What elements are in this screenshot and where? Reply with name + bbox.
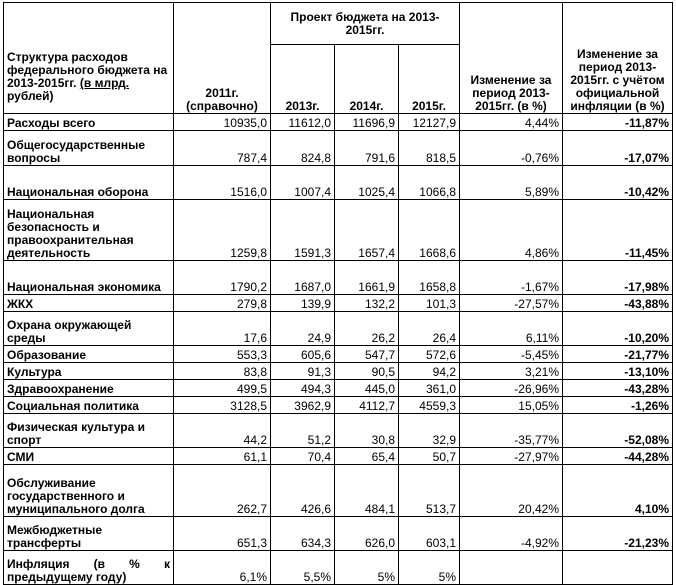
cell-2015: 603,1: [399, 517, 460, 551]
cell-2011: 10935,0: [174, 114, 271, 131]
cell-2013: 824,8: [271, 131, 335, 166]
cell-2015: 32,9: [399, 414, 460, 448]
cell-2013: 3962,9: [271, 397, 335, 414]
inflation-cell-2014: 5%: [335, 551, 399, 585]
cell-change: -5,45%: [460, 346, 563, 363]
cell-change-inflation: -17,98%: [563, 261, 673, 295]
table-row: [4, 114, 673, 131]
cell-2014: 30,8: [335, 414, 399, 448]
cell-2015: 1668,6: [399, 200, 460, 261]
cell-change-inflation: -43,88%: [563, 295, 673, 312]
cell-2014: 791,6: [335, 131, 399, 166]
cell-2014: 1025,4: [335, 166, 399, 200]
row-label: Межбюджетные трансферты: [4, 517, 174, 551]
cell-change-inflation: -17,07%: [563, 131, 673, 166]
cell-2015: 50,7: [399, 448, 460, 465]
cell-2014: 4112,7: [335, 397, 399, 414]
row-label: Национальная экономика: [4, 261, 174, 295]
cell-change-inflation: -10,42%: [563, 166, 673, 200]
inflation-cell-2013: 5,5%: [271, 551, 335, 585]
cell-2013: 11612,0: [271, 114, 335, 131]
cell-change-inflation: -21,77%: [563, 346, 673, 363]
cell-change: -1,67%: [460, 261, 563, 295]
cell-change-inflation: -11,45%: [563, 200, 673, 261]
cell-change-inflation: -44,28%: [563, 448, 673, 465]
table-row: [4, 397, 673, 414]
cell-2014: 1661,9: [335, 261, 399, 295]
cell-2014: 26,2: [335, 312, 399, 346]
cell-2014: 484,1: [335, 465, 399, 517]
cell-change: 3,21%: [460, 363, 563, 380]
cell-2013: 91,3: [271, 363, 335, 380]
cell-2011: 44,2: [174, 414, 271, 448]
inflation-label-word: к: [163, 557, 170, 571]
cell-2014: 626,0: [335, 517, 399, 551]
cell-2011: 61,1: [174, 448, 271, 465]
cell-change-inflation: -43,28%: [563, 380, 673, 397]
cell-2013: 51,2: [271, 414, 335, 448]
row-label: Культура: [4, 363, 174, 380]
budget-table: [3, 2, 673, 585]
inflation-cell-2015: 5%: [399, 551, 460, 585]
row-label: Расходы всего: [4, 114, 174, 131]
cell-change-inflation: -11,87%: [563, 114, 673, 131]
cell-2015: 4559,3: [399, 397, 460, 414]
inflation-cell-change: [460, 551, 563, 585]
table-row: [4, 166, 673, 200]
row-label: Образование: [4, 346, 174, 363]
cell-2014: 547,7: [335, 346, 399, 363]
row-label: Национальная безопасность и правоохранительная деятельность: [4, 200, 174, 261]
cell-2011: 262,7: [174, 465, 271, 517]
table-row: [4, 261, 673, 295]
cell-2015: 26,4: [399, 312, 460, 346]
cell-2015: 361,0: [399, 380, 460, 397]
row-label: Физическая культура и спорт: [4, 414, 174, 448]
inflation-label-line2: предыдущему году): [7, 570, 127, 584]
inflation-label-word: %: [129, 557, 140, 571]
header-structure: Структура расходов федерального бюджета на 2013-2015гг. (в млрд. рублей): [4, 3, 174, 114]
cell-2015: 572,6: [399, 346, 460, 363]
cell-change: -26,96%: [460, 380, 563, 397]
cell-2014: 11696,9: [335, 114, 399, 131]
cell-change: 20,42%: [460, 465, 563, 517]
cell-change: 15,05%: [460, 397, 563, 414]
row-label: Национальная оборона: [4, 166, 174, 200]
cell-2015: 1658,8: [399, 261, 460, 295]
cell-2015: 818,5: [399, 131, 460, 166]
cell-2013: 1007,4: [271, 166, 335, 200]
cell-change: -27,97%: [460, 448, 563, 465]
cell-2014: 445,0: [335, 380, 399, 397]
inflation-label-word: (в: [93, 557, 105, 571]
cell-2013: 634,3: [271, 517, 335, 551]
row-label: Общегосударственные вопросы: [4, 131, 174, 166]
inflation-label: [4, 551, 174, 585]
cell-change: 4,44%: [460, 114, 563, 131]
cell-change-inflation: -1,26%: [563, 397, 673, 414]
header-2014: 2014г.: [335, 45, 399, 114]
cell-change: 5,89%: [460, 166, 563, 200]
cell-2014: 1657,4: [335, 200, 399, 261]
cell-change: -0,76%: [460, 131, 563, 166]
row-label: СМИ: [4, 448, 174, 465]
cell-change: -35,77%: [460, 414, 563, 448]
row-label: Обслуживание государственного и муниципального долга: [4, 465, 174, 517]
row-label: ЖКХ: [4, 295, 174, 312]
cell-2015: 513,7: [399, 465, 460, 517]
header-project: Проект бюджета на 2013-2015гг.: [271, 3, 460, 45]
cell-2014: 132,2: [335, 295, 399, 312]
cell-2011: 787,4: [174, 131, 271, 166]
cell-2015: 12127,9: [399, 114, 460, 131]
cell-2013: 24,9: [271, 312, 335, 346]
inflation-cell-change-inflation: [563, 551, 673, 585]
inflation-row: [4, 551, 673, 585]
header-change-inflation-text: Изменение за период 2013-2015гг. с учётом официальной инфляции (в %): [570, 47, 665, 113]
cell-2013: 426,6: [271, 465, 335, 517]
header-2013: 2013г.: [271, 45, 335, 114]
cell-2011: 499,5: [174, 380, 271, 397]
cell-2013: 139,9: [271, 295, 335, 312]
inflation-label-word: Инфляция: [7, 557, 70, 571]
cell-change-inflation: -13,10%: [563, 363, 673, 380]
table-row: [4, 380, 673, 397]
cell-2013: 1687,0: [271, 261, 335, 295]
cell-change-inflation: -10,20%: [563, 312, 673, 346]
cell-change-inflation: 4,10%: [563, 465, 673, 517]
row-label: Здравоохранение: [4, 380, 174, 397]
cell-2011: 1259,8: [174, 200, 271, 261]
cell-2011: 279,8: [174, 295, 271, 312]
cell-change: -4,92%: [460, 517, 563, 551]
table-row: [4, 465, 673, 517]
cell-2015: 94,2: [399, 363, 460, 380]
cell-2011: 553,3: [174, 346, 271, 363]
header-change-inflation: [563, 3, 673, 114]
table-row: [4, 131, 673, 166]
cell-change: 6,11%: [460, 312, 563, 346]
inflation-cell-2011: 6,1%: [174, 551, 271, 585]
table-row: [4, 200, 673, 261]
header-2011: 2011г. (справочно): [174, 3, 271, 114]
cell-change: -27,57%: [460, 295, 563, 312]
row-label: Социальная политика: [4, 397, 174, 414]
cell-change: 4,86%: [460, 200, 563, 261]
cell-change-inflation: -52,08%: [563, 414, 673, 448]
cell-2011: 3128,5: [174, 397, 271, 414]
cell-2013: 70,4: [271, 448, 335, 465]
table-row: [4, 414, 673, 448]
table-row: [4, 346, 673, 363]
cell-2011: 83,8: [174, 363, 271, 380]
header-2015: 2015г.: [399, 45, 460, 114]
cell-2011: 651,3: [174, 517, 271, 551]
cell-2013: 494,3: [271, 380, 335, 397]
cell-2013: 1591,3: [271, 200, 335, 261]
table-row: [4, 312, 673, 346]
cell-2011: 1516,0: [174, 166, 271, 200]
cell-2015: 101,3: [399, 295, 460, 312]
header-change: Изменение за период 2013-2015гг. (в %): [460, 3, 563, 114]
cell-2013: 605,6: [271, 346, 335, 363]
table-row: [4, 363, 673, 380]
budget-table-container: [3, 2, 673, 585]
cell-2014: 90,5: [335, 363, 399, 380]
row-label: Охрана окружающей среды: [4, 312, 174, 346]
cell-2011: 1790,2: [174, 261, 271, 295]
table-row: [4, 295, 673, 312]
table-row: [4, 517, 673, 551]
cell-2015: 1066,8: [399, 166, 460, 200]
cell-2014: 65,4: [335, 448, 399, 465]
table-row: [4, 448, 673, 465]
cell-2011: 17,6: [174, 312, 271, 346]
cell-change-inflation: -21,23%: [563, 517, 673, 551]
